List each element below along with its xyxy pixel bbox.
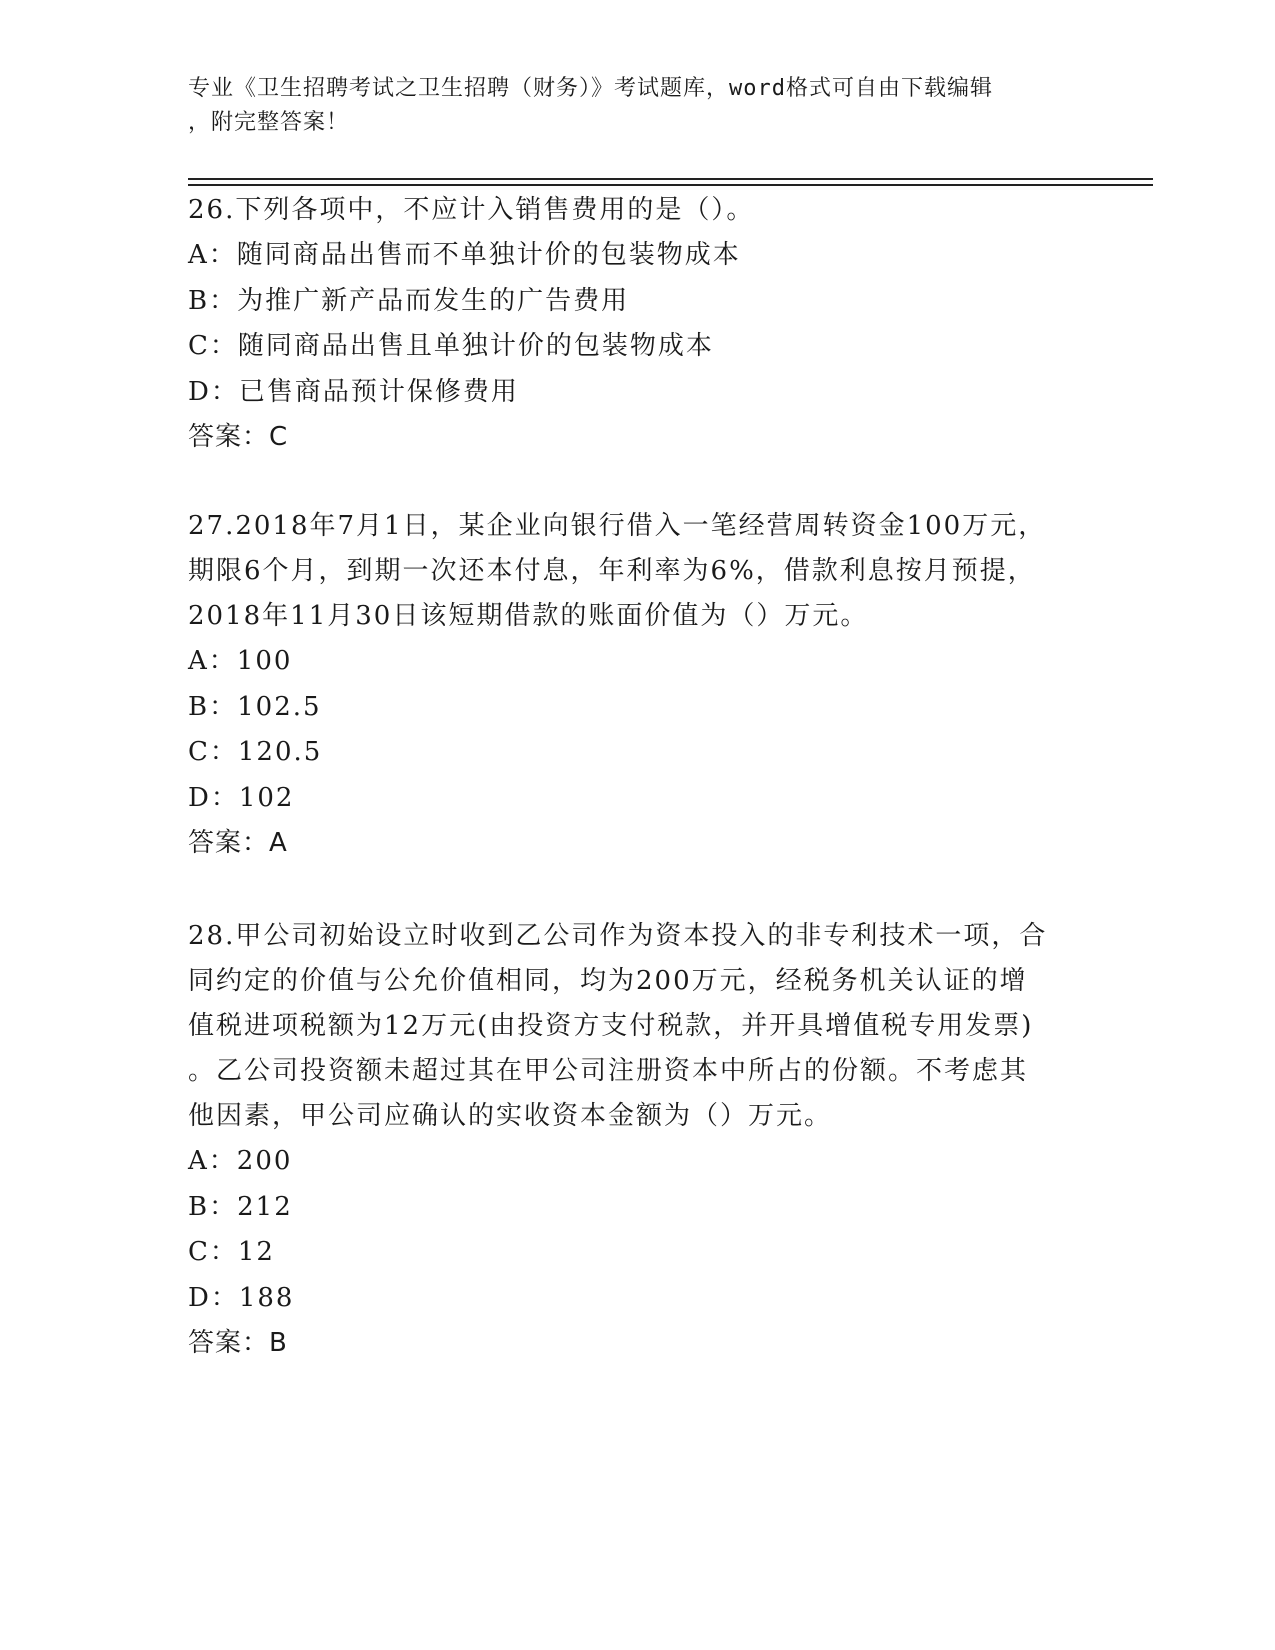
- option-c: C：120.5: [188, 737, 323, 767]
- question-stem-line: 26.下列各项中，不应计入销售费用的是（）。: [188, 195, 755, 225]
- question-26: [188, 188, 1088, 460]
- option-b: B：212: [188, 1191, 293, 1222]
- question-stem-line: 同约定的价值与公允价值相同，均为200万元，经税务机关认证的增: [188, 966, 1028, 996]
- document-header: [188, 72, 1068, 140]
- option-d: D：102: [188, 782, 295, 813]
- option-c: C：随同商品出售且单独计价的包装物成本: [188, 331, 714, 361]
- question-28: [188, 914, 1088, 1366]
- answer-label: 答案：C: [188, 422, 289, 452]
- question-stem-line: 值税进项税额为12万元(由投资方支付税款，并开具增值税专用发票): [188, 1011, 1034, 1041]
- question-stem-line: 28.甲公司初始设立时收到乙公司作为资本投入的非专利技术一项，合: [188, 921, 1048, 951]
- header-divider-top: [188, 178, 1153, 180]
- answer-label: 答案：B: [188, 1328, 288, 1358]
- option-b: B：102.5: [188, 691, 322, 722]
- option-d: D：已售商品预计保修费用: [188, 376, 519, 407]
- option-a: A：200: [188, 1146, 293, 1176]
- question-stem-line: 期限6个月，到期一次还本付息，年利率为6%，借款利息按月预提，: [188, 556, 1036, 586]
- option-c: C：12: [188, 1237, 275, 1267]
- option-a: A：100: [188, 646, 293, 676]
- question-stem-line: 。乙公司投资额未超过其在甲公司注册资本中所占的份额。不考虑其: [188, 1056, 1029, 1086]
- question-27: [188, 504, 1088, 866]
- question-stem-line: 27.2018年7月1日，某企业向银行借入一笔经营周转资金100万元，: [188, 511, 1047, 541]
- option-a: A：随同商品出售而不单独计价的包装物成本: [188, 240, 741, 270]
- option-d: D：188: [188, 1282, 295, 1313]
- header-divider-bottom: [188, 184, 1153, 186]
- header-line-2: ，附完整答案！: [188, 110, 350, 135]
- header-line-1: 专业《卫生招聘考试之卫生招聘（财务）》考试题库，word格式可自由下载编辑: [188, 76, 993, 101]
- option-b: B：为推广新产品而发生的广告费用: [188, 285, 630, 316]
- question-stem-line: 他因素，甲公司应确认的实收资本金额为（）万元。: [188, 1101, 833, 1131]
- answer-label: 答案：A: [188, 828, 288, 858]
- question-stem-line: 2018年11月30日该短期借款的账面价值为（）万元。: [188, 601, 869, 631]
